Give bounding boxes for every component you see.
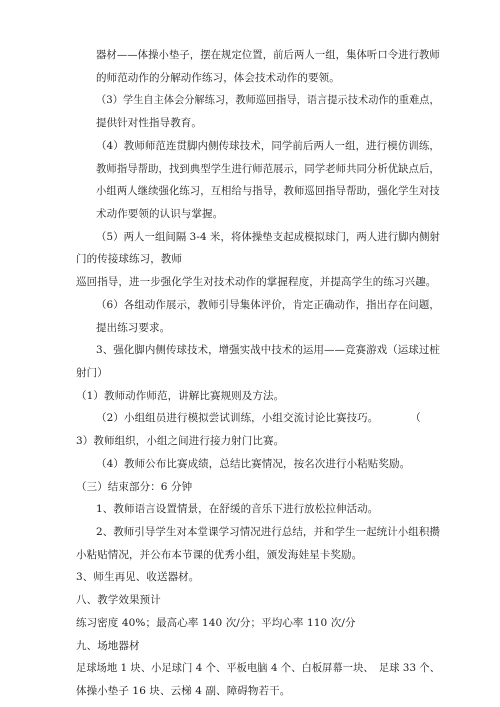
section-heading: 九、场地器材 xyxy=(76,640,140,652)
text-line: 小粘贴情况，并公布本节课的优秀小组，颁发海娃星卡奖励。 xyxy=(76,549,363,561)
text-line: 3、强化脚内侧传球技术，增强实战中技术的运用——竞赛游戏（运球过桩 xyxy=(96,344,440,356)
text-line: 器材——体操小垫子，摆在规定位置，前后两人一组，集体听口令进行教师 xyxy=(96,49,440,61)
text-line: 提供针对性指导教育。 xyxy=(96,117,202,129)
text-line: 3）教师组织，小组之间进行接力射门比赛。 xyxy=(76,435,285,447)
text-line: 2、教师引导学生对本堂课学习情况进行总结，并和学生一起统计小组积攒 xyxy=(96,526,440,538)
text-line: 的师范动作的分解动作练习，体会技术动作的要领。 xyxy=(96,72,340,84)
text-line: 教师指导帮助，找到典型学生进行师范展示，同学老师共同分析优缺点后， xyxy=(96,163,440,175)
text-line: 巡回指导，进一步强化学生对技术动作的掌握程度，并提高学生的练习兴趣。 xyxy=(76,276,437,288)
section-heading: （三）结束部分：6 分钟 xyxy=(76,481,193,493)
text-line: 足球场地 1 块、小足球门 4 个、平板电脑 4 个、白板屏幕一块、 足球 33 个、 xyxy=(76,662,441,674)
text-line: （2）小组组员进行模拟尝试训练，小组交流讨论比赛技巧。 （ xyxy=(96,412,421,424)
text-line: （4）教师师范连贯脚内侧传球技术，同学前后两人一组，进行模仿训练， xyxy=(96,140,440,152)
text-line: （4）教师公布比赛成绩，总结比赛情况，按名次进行小粘贴奖励。 xyxy=(96,458,411,470)
text-line: （3）学生自主体会分解练习，教师巡回指导，语言提示技术动作的重难点， xyxy=(96,94,440,106)
text-line: （1）教师动作师范，讲解比赛规则及方法。 xyxy=(76,390,285,402)
text-line: （6）各组动作展示，教师引导集体评价，肯定正确动作，指出存在问题， xyxy=(96,299,440,311)
section-heading: 八、教学效果预计 xyxy=(76,594,161,606)
text-line: 射门） xyxy=(76,367,108,379)
text-line: 术动作要领的认识与掌握。 xyxy=(96,208,224,220)
text-line: 3、师生再见、收送器材。 xyxy=(76,571,200,583)
text-line: 1、教师语言设置情景，在舒缓的音乐下进行放松拉伸活动。 xyxy=(96,503,379,515)
text-line: 小组两人继续强化练习，互相给与指导，教师巡回指导帮助，强化学生对技 xyxy=(96,185,440,197)
text-line: 门的传接球练习，教师 xyxy=(76,253,182,265)
text-line: 练习密度 40%；最高心率 140 次/分；平均心率 110 次/分 xyxy=(76,617,356,629)
text-line: 提出练习要求。 xyxy=(96,322,171,334)
text-line: （5）两人一组间隔 3-4 米，将体操垫支起成模拟球门，两人进行脚内侧射 xyxy=(96,231,440,243)
text-line: 体操小垫子 16 块、云梯 4 副、障碍物若干。 xyxy=(76,685,291,697)
